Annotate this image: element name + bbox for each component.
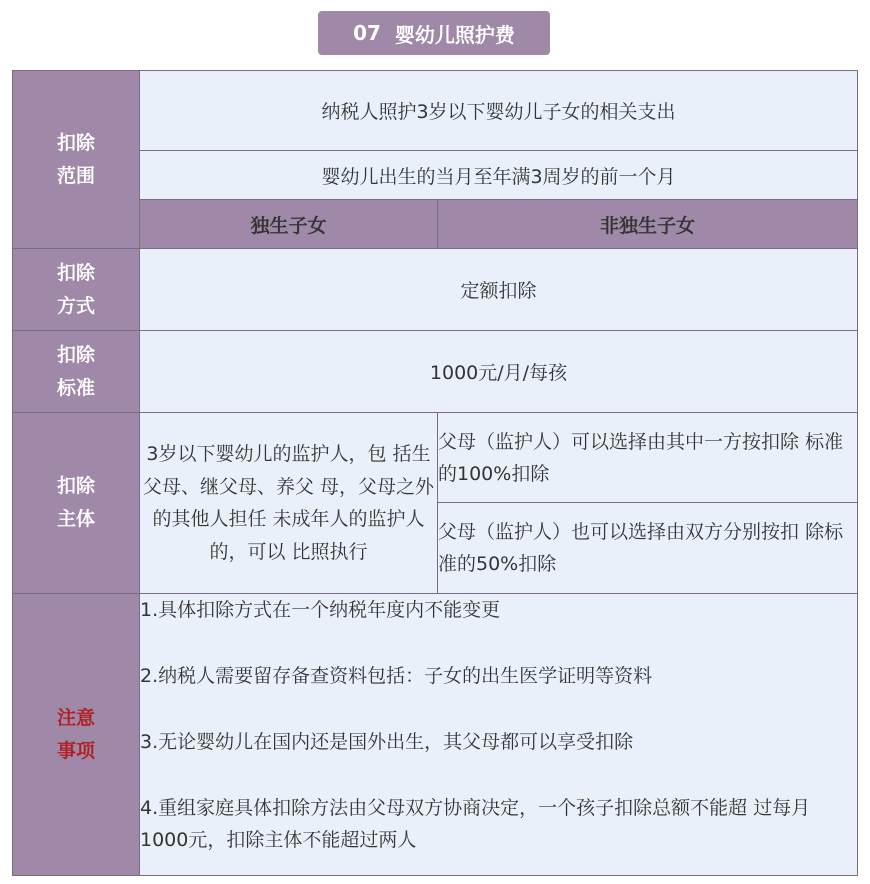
- subject-option-one-party: 父母（监护人）可以选择由其中一方按扣除 标准的100%扣除: [438, 413, 858, 503]
- standard-label: 扣除 标准: [13, 331, 140, 413]
- section-number: 07: [353, 21, 381, 45]
- method-value: 定额扣除: [140, 249, 858, 331]
- note-item-3: 3.无论婴幼儿在国内还是国外出生，其父母都可以享受扣除: [140, 731, 634, 753]
- scope-label: 扣除 范围: [13, 71, 140, 249]
- notes-label: 注意 事项: [13, 594, 140, 876]
- non-only-child-header: 非独生子女: [438, 200, 858, 249]
- subject-guardian-text: 3岁以下婴幼儿的监护人，包 括生父母、继父母、养父 母，父母之外的其他人担任 未成年人的监护人的，可以 比照执行: [140, 413, 438, 594]
- only-child-header: 独生子女: [140, 200, 438, 249]
- scope-text-1: 纳税人照护3岁以下婴幼儿子女的相关支出: [140, 71, 858, 151]
- subject-option-both-parties: 父母（监护人）也可以选择由双方分别按扣 除标准的50%扣除: [438, 503, 858, 594]
- note-item-4: 4.重组家庭具体扣除方法由父母双方协商决定，一个孩子扣除总额不能超 过每月1000元，扣除主体不能超过两人: [140, 797, 811, 851]
- note-item-1: 1.具体扣除方式在一个纳税年度内不能变更: [140, 599, 501, 621]
- section-title-badge: [318, 11, 550, 55]
- deduction-table: [12, 70, 858, 876]
- note-item-2: 2.纳税人需要留存备查资料包括：子女的出生医学证明等资料: [140, 665, 653, 687]
- method-label: 扣除 方式: [13, 249, 140, 331]
- notes-list: [140, 594, 858, 876]
- scope-text-2: 婴幼儿出生的当月至年满3周岁的前一个月: [140, 151, 858, 200]
- standard-value: 1000元/月/每孩: [140, 331, 858, 413]
- section-title: 婴幼儿照护费: [394, 22, 515, 47]
- subject-label: 扣除 主体: [13, 413, 140, 594]
